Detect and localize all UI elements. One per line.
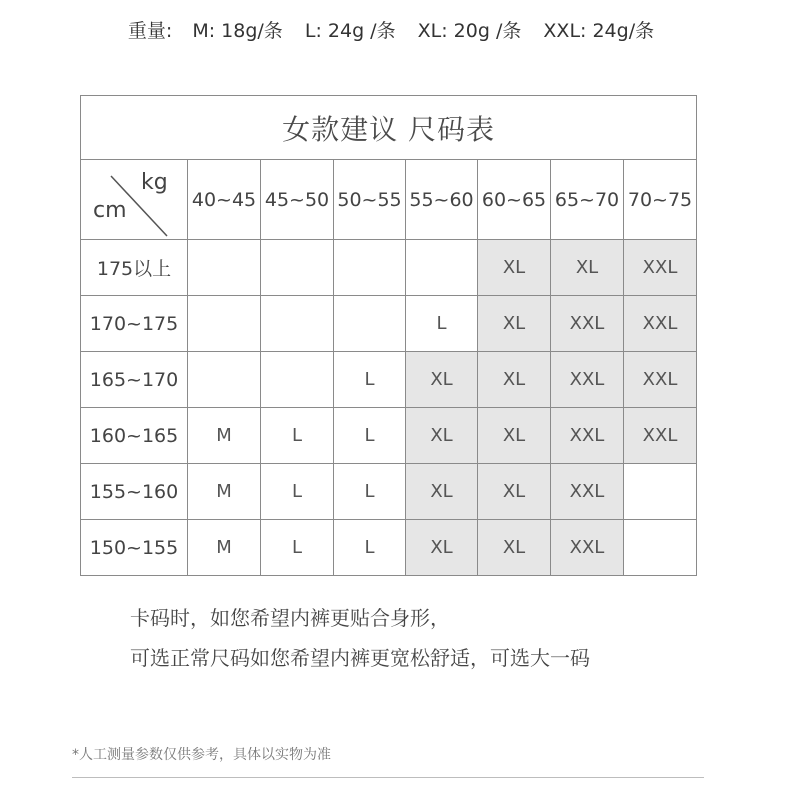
weight-info (0, 16, 790, 43)
size-cell: L (261, 464, 334, 520)
size-cell: M (188, 408, 261, 464)
size-cell: L (334, 352, 406, 408)
table-row (81, 296, 697, 352)
size-cell (188, 352, 261, 408)
header-row (81, 160, 697, 240)
size-cell: L (334, 408, 406, 464)
tip-line-2: 可选正常尺码如您希望内裤更宽松舒适，可选大一码 (130, 646, 590, 670)
row-height-label: 155~160 (81, 464, 188, 520)
row-height-label: 165~170 (81, 352, 188, 408)
size-cell (261, 296, 334, 352)
table-row (81, 240, 697, 296)
size-cell: L (334, 520, 406, 576)
row-height-label: 170~175 (81, 296, 188, 352)
size-cell (334, 240, 406, 296)
size-cell: XL (551, 240, 624, 296)
weight-label: 重量: (127, 20, 173, 42)
size-cell: XXL (624, 352, 697, 408)
sizing-tips (130, 598, 590, 678)
size-cell (406, 240, 478, 296)
weight-xl: XL: 20g /条 (417, 20, 522, 42)
weight-xxl: XXL: 24g/条 (543, 20, 655, 42)
column-header: 50~55 (334, 160, 406, 240)
size-cell (188, 240, 261, 296)
size-cell: M (188, 520, 261, 576)
size-cell: M (188, 464, 261, 520)
column-header: 60~65 (478, 160, 551, 240)
height-unit-label: cm (93, 198, 127, 223)
size-cell: XL (406, 464, 478, 520)
size-cell: XXL (551, 464, 624, 520)
size-cell: XL (478, 464, 551, 520)
size-cell (261, 352, 334, 408)
size-cell: XXL (551, 352, 624, 408)
row-height-label: 175以上 (81, 240, 188, 296)
tip-line-1: 卡码时，如您希望内裤更贴合身形， (130, 606, 450, 630)
disclaimer-note: *人工测量参数仅供参考，具体以实物为准 (72, 747, 331, 763)
corner-cell (81, 160, 188, 240)
size-cell: XL (478, 520, 551, 576)
table-row (81, 520, 697, 576)
size-cell: XL (406, 408, 478, 464)
size-cell: XXL (624, 408, 697, 464)
row-height-label: 160~165 (81, 408, 188, 464)
size-cell: XL (478, 296, 551, 352)
size-cell: XL (478, 408, 551, 464)
size-cell: L (261, 520, 334, 576)
size-cell: XXL (624, 296, 697, 352)
size-cell: L (334, 464, 406, 520)
size-cell: L (406, 296, 478, 352)
size-cell: XXL (551, 520, 624, 576)
weight-l: L: 24g /条 (304, 20, 396, 42)
column-header: 65~70 (551, 160, 624, 240)
weight-unit-label: kg (141, 170, 168, 195)
size-cell: XL (406, 352, 478, 408)
column-header: 55~60 (406, 160, 478, 240)
weight-m: M: 18g/条 (192, 20, 283, 42)
column-header: 45~50 (261, 160, 334, 240)
size-cell: XL (406, 520, 478, 576)
size-cell (624, 520, 697, 576)
size-cell: L (261, 408, 334, 464)
table-title: 女款建议 尺码表 (81, 96, 697, 160)
bottom-divider (72, 777, 704, 778)
size-cell: XL (478, 352, 551, 408)
size-cell (261, 240, 334, 296)
row-height-label: 150~155 (81, 520, 188, 576)
size-cell: XXL (624, 240, 697, 296)
table-row (81, 352, 697, 408)
size-cell: XXL (551, 408, 624, 464)
size-cell (334, 296, 406, 352)
table-row (81, 408, 697, 464)
size-chart-table (80, 95, 697, 576)
column-header: 40~45 (188, 160, 261, 240)
size-cell (188, 296, 261, 352)
size-cell: XXL (551, 296, 624, 352)
size-cell: XL (478, 240, 551, 296)
column-header: 70~75 (624, 160, 697, 240)
table-row (81, 464, 697, 520)
size-cell (624, 464, 697, 520)
